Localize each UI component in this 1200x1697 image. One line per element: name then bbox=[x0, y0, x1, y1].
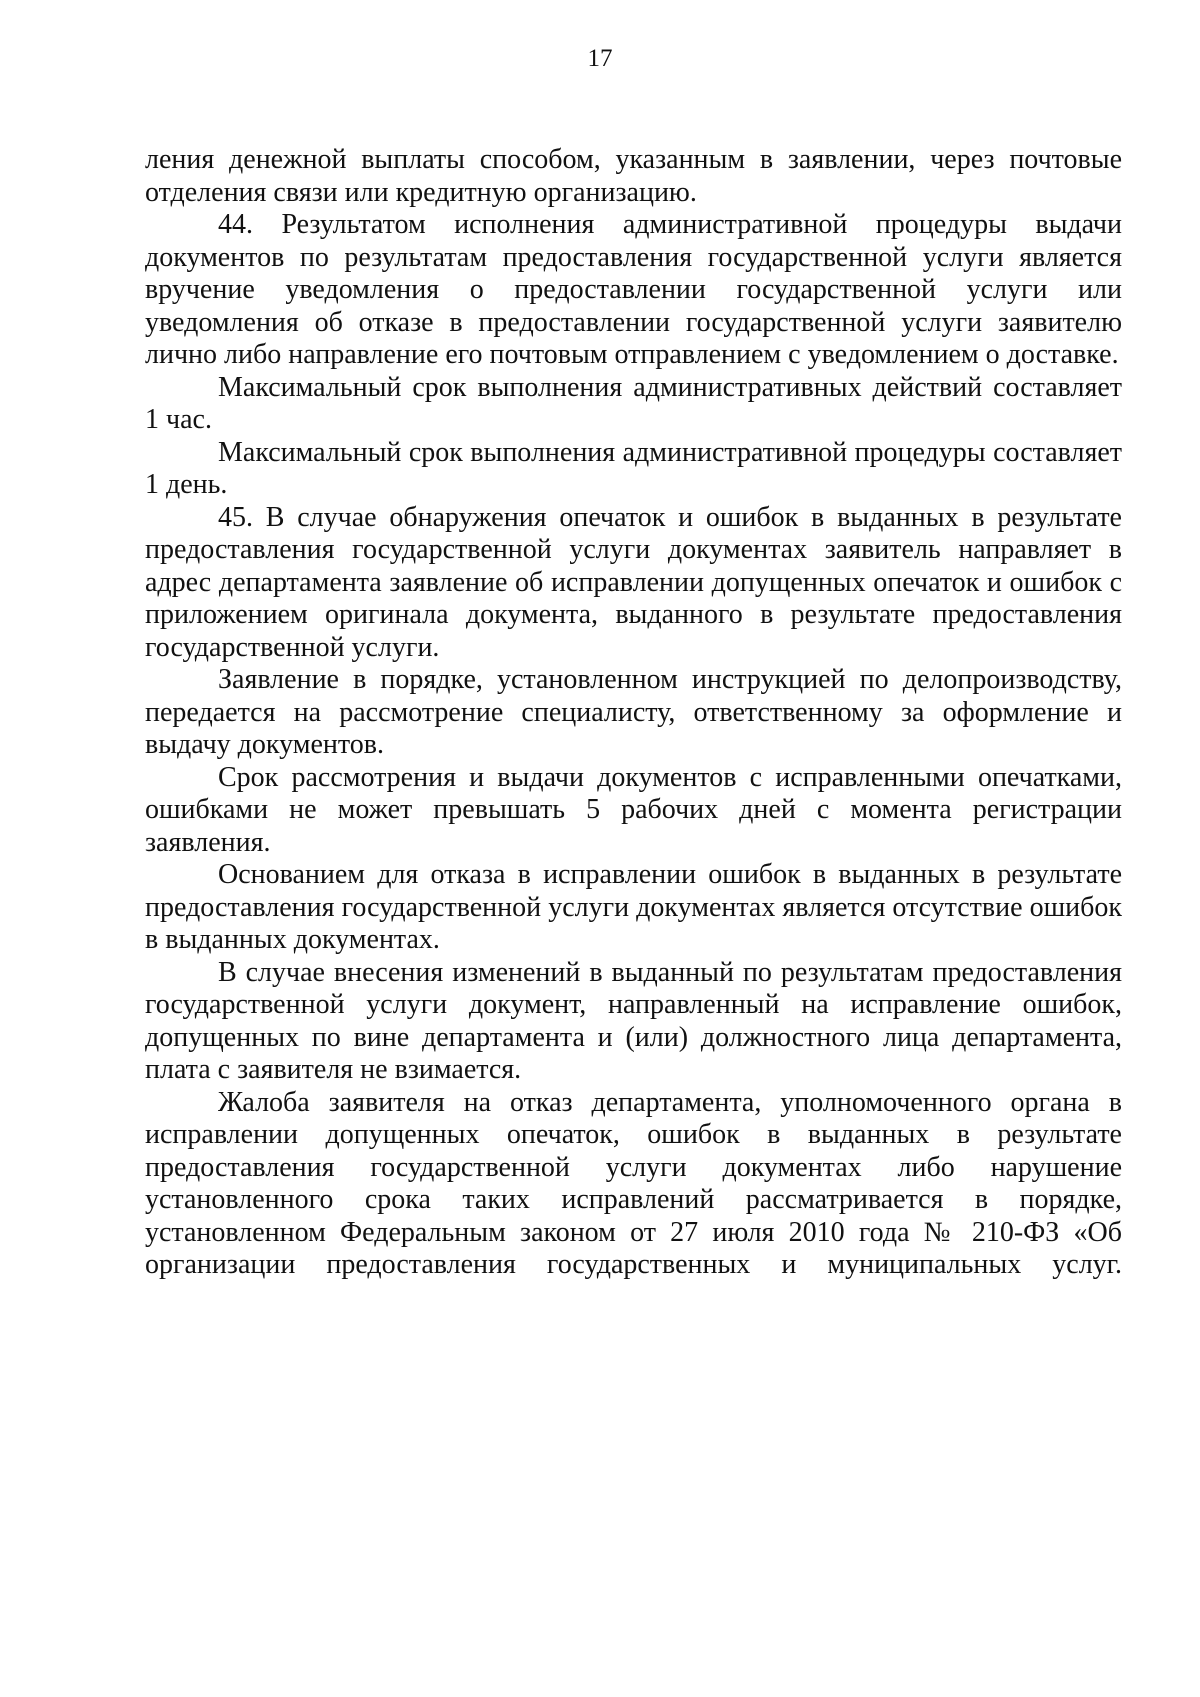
paragraph-item-45: 45. В случае обнаружения опечаток и ошибок в выданных в результате предоставления государственной услуги документах заявитель направляет в адрес департамента заявление об исправлении допущенных опечаток и ошибок с приложением оригинала документа, выданного в результате предоставления государственной услуги. bbox=[145, 501, 1122, 663]
paragraph-continuation: ления денежной выплаты способом, указанным в заявлении, через почтовые отделения связи или кредитную организацию. bbox=[145, 144, 1122, 208]
paragraph-application-handling: Заявление в порядке, установленном инструкцией по делопроизводству, передается на рассмотрение специалисту, ответственному за оформление и выдачу документов. bbox=[145, 664, 1122, 760]
paragraph-no-fee: В случае внесения изменений в выданный по результатам предоставления государственной услуги документ, направленный на исправление ошибок, допущенных по вине департамента и (или) должностного лица департамента, плата с заявителя не взимается. bbox=[145, 956, 1122, 1085]
document-body bbox=[145, 144, 1122, 1282]
paragraph-review-term: Срок рассмотрения и выдачи документов с исправленными опечатками, ошибками не может превышать 5 рабочих дней с момента регистрации заявления. bbox=[145, 761, 1122, 858]
paragraph-item-44: 44. Результатом исполнения административной процедуры выдачи документов по результатам предоставления государственной услуги является вручение уведомления о предоставлении государственной услуги или уведомления об отказе в предоставлении государственной услуги заявителю лично либо направление его почтовым отправлением с уведомлением о доставке. bbox=[145, 209, 1122, 370]
paragraph-max-term-actions: Максимальный срок выполнения административных действий составляет 1 час. bbox=[145, 371, 1122, 435]
paragraph-max-term-procedure: Максимальный срок выполнения административной процедуры составляет 1 день. bbox=[145, 436, 1122, 500]
paragraph-complaint: Жалоба заявителя на отказ департамента, уполномоченного органа в исправлении допущенных опечаток, ошибок в выданных в результате предоставления государственной услуги документах либо нарушение установленного срока таких исправлений рассматривается в порядке, установленном Федеральным законом от 27 июля 2010 года № 210-ФЗ «Об организации предоставления государственных и муниципальных услуг. bbox=[145, 1086, 1122, 1280]
page-number: 17 bbox=[587, 45, 613, 72]
paragraph-refusal-grounds: Основанием для отказа в исправлении ошибок в выданных в результате предоставления государственной услуги документах является отсутствие ошибок в выданных документах. bbox=[145, 859, 1122, 955]
